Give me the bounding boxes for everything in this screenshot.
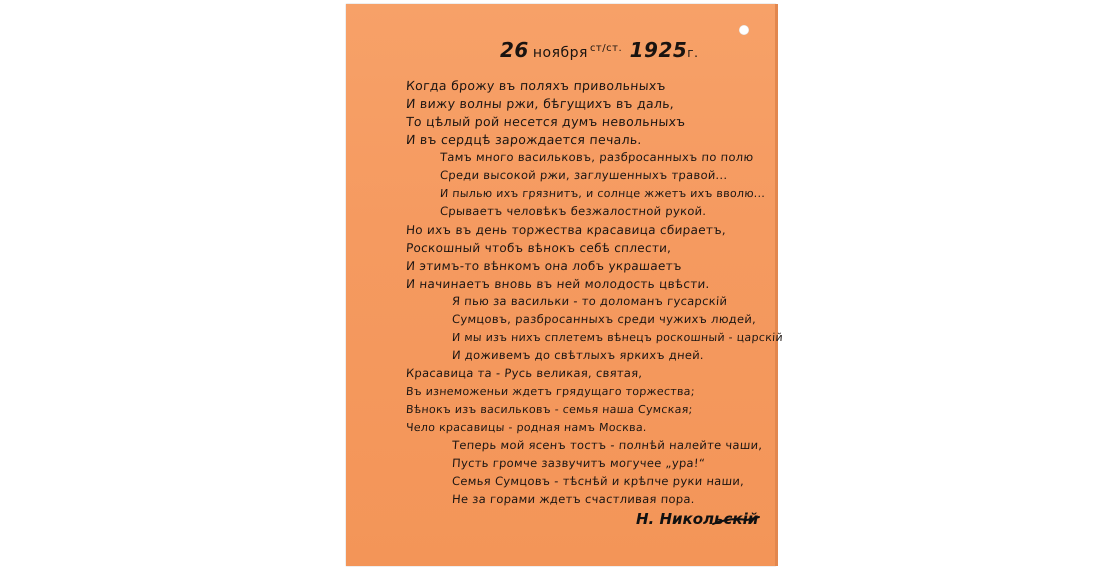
poem-line: Срываетъ человѣкъ безжалостной рукой. xyxy=(439,204,707,218)
poem-line: И доживемъ до свѣтлыхъ яркихъ дней. xyxy=(451,348,705,362)
poem-line: Пусть громче зазвучитъ могучее „ура!“ xyxy=(451,456,706,470)
poem-line: Когда брожу въ поляхъ привольныхъ xyxy=(405,78,667,93)
poem-line: И пылью ихъ грязнитъ, и солнце жжетъ ихъ вволю... xyxy=(439,187,766,200)
paper-sheet xyxy=(346,4,784,566)
poem-line: Не за горами ждетъ счастливая пора. xyxy=(451,492,696,506)
poem-line: Семья Сумцовъ - тѣснѣй и крѣпче руки наши, xyxy=(451,474,745,488)
poem-line: Красавица та - Русь великая, святая, xyxy=(405,366,643,380)
poem-line: И въ сердцѣ зарождается печаль. xyxy=(405,132,643,147)
date-style-mark: ст/ст. xyxy=(589,43,623,54)
poem-line: То цѣлый рой несется думъ невольныхъ xyxy=(405,114,687,129)
poem-line: Но ихъ въ день торжества красавица сбираетъ, xyxy=(405,223,727,237)
poem-line: Въ изнеможеньи ждетъ грядущаго торжества; xyxy=(405,385,696,398)
date-month: ноября xyxy=(532,45,588,61)
poem-line: Я пью за васильки - то доломанъ гусарскiй xyxy=(451,294,728,308)
poem-line: Среди высокой ржи, заглушенныхъ травой... xyxy=(439,168,729,182)
poem-line: И мы изъ нихъ сплетемъ вѣнецъ роскошный - царскiй xyxy=(451,331,784,344)
poem-line: И начинаетъ вновь въ ней молодость цвѣсти. xyxy=(405,277,711,291)
poem-line: И вижу волны ржи, бѣгущихъ въ даль, xyxy=(405,96,675,111)
date-year: 1925 xyxy=(629,38,688,62)
sheet-edge xyxy=(775,4,778,566)
punch-hole xyxy=(739,25,749,35)
signature-flourish xyxy=(711,514,761,528)
poem-line: Чело красавицы - родная намъ Москва. xyxy=(405,421,648,434)
poem-line: И этимъ-то вѣнкомъ она лобъ украшаетъ xyxy=(405,259,683,273)
date-heading xyxy=(500,38,698,62)
signature: Н. Никольскiй xyxy=(636,510,759,528)
date-year-suffix: г. xyxy=(687,46,699,60)
poem-line: Теперь мой ясенъ тостъ - полнѣй налейте чаши, xyxy=(451,438,763,452)
poem-line: Роскошный чтобъ вѣнокъ себѣ сплести, xyxy=(405,241,672,255)
poem-line: Вѣнокъ изъ васильковъ - семья наша Сумская; xyxy=(405,403,694,416)
date-day: 26 xyxy=(500,38,529,62)
poem-line: Сумцовъ, разбросанныхъ среди чужихъ людей, xyxy=(451,312,757,326)
poem-line: Тамъ много васильковъ, разбросанныхъ по полю xyxy=(439,150,754,164)
